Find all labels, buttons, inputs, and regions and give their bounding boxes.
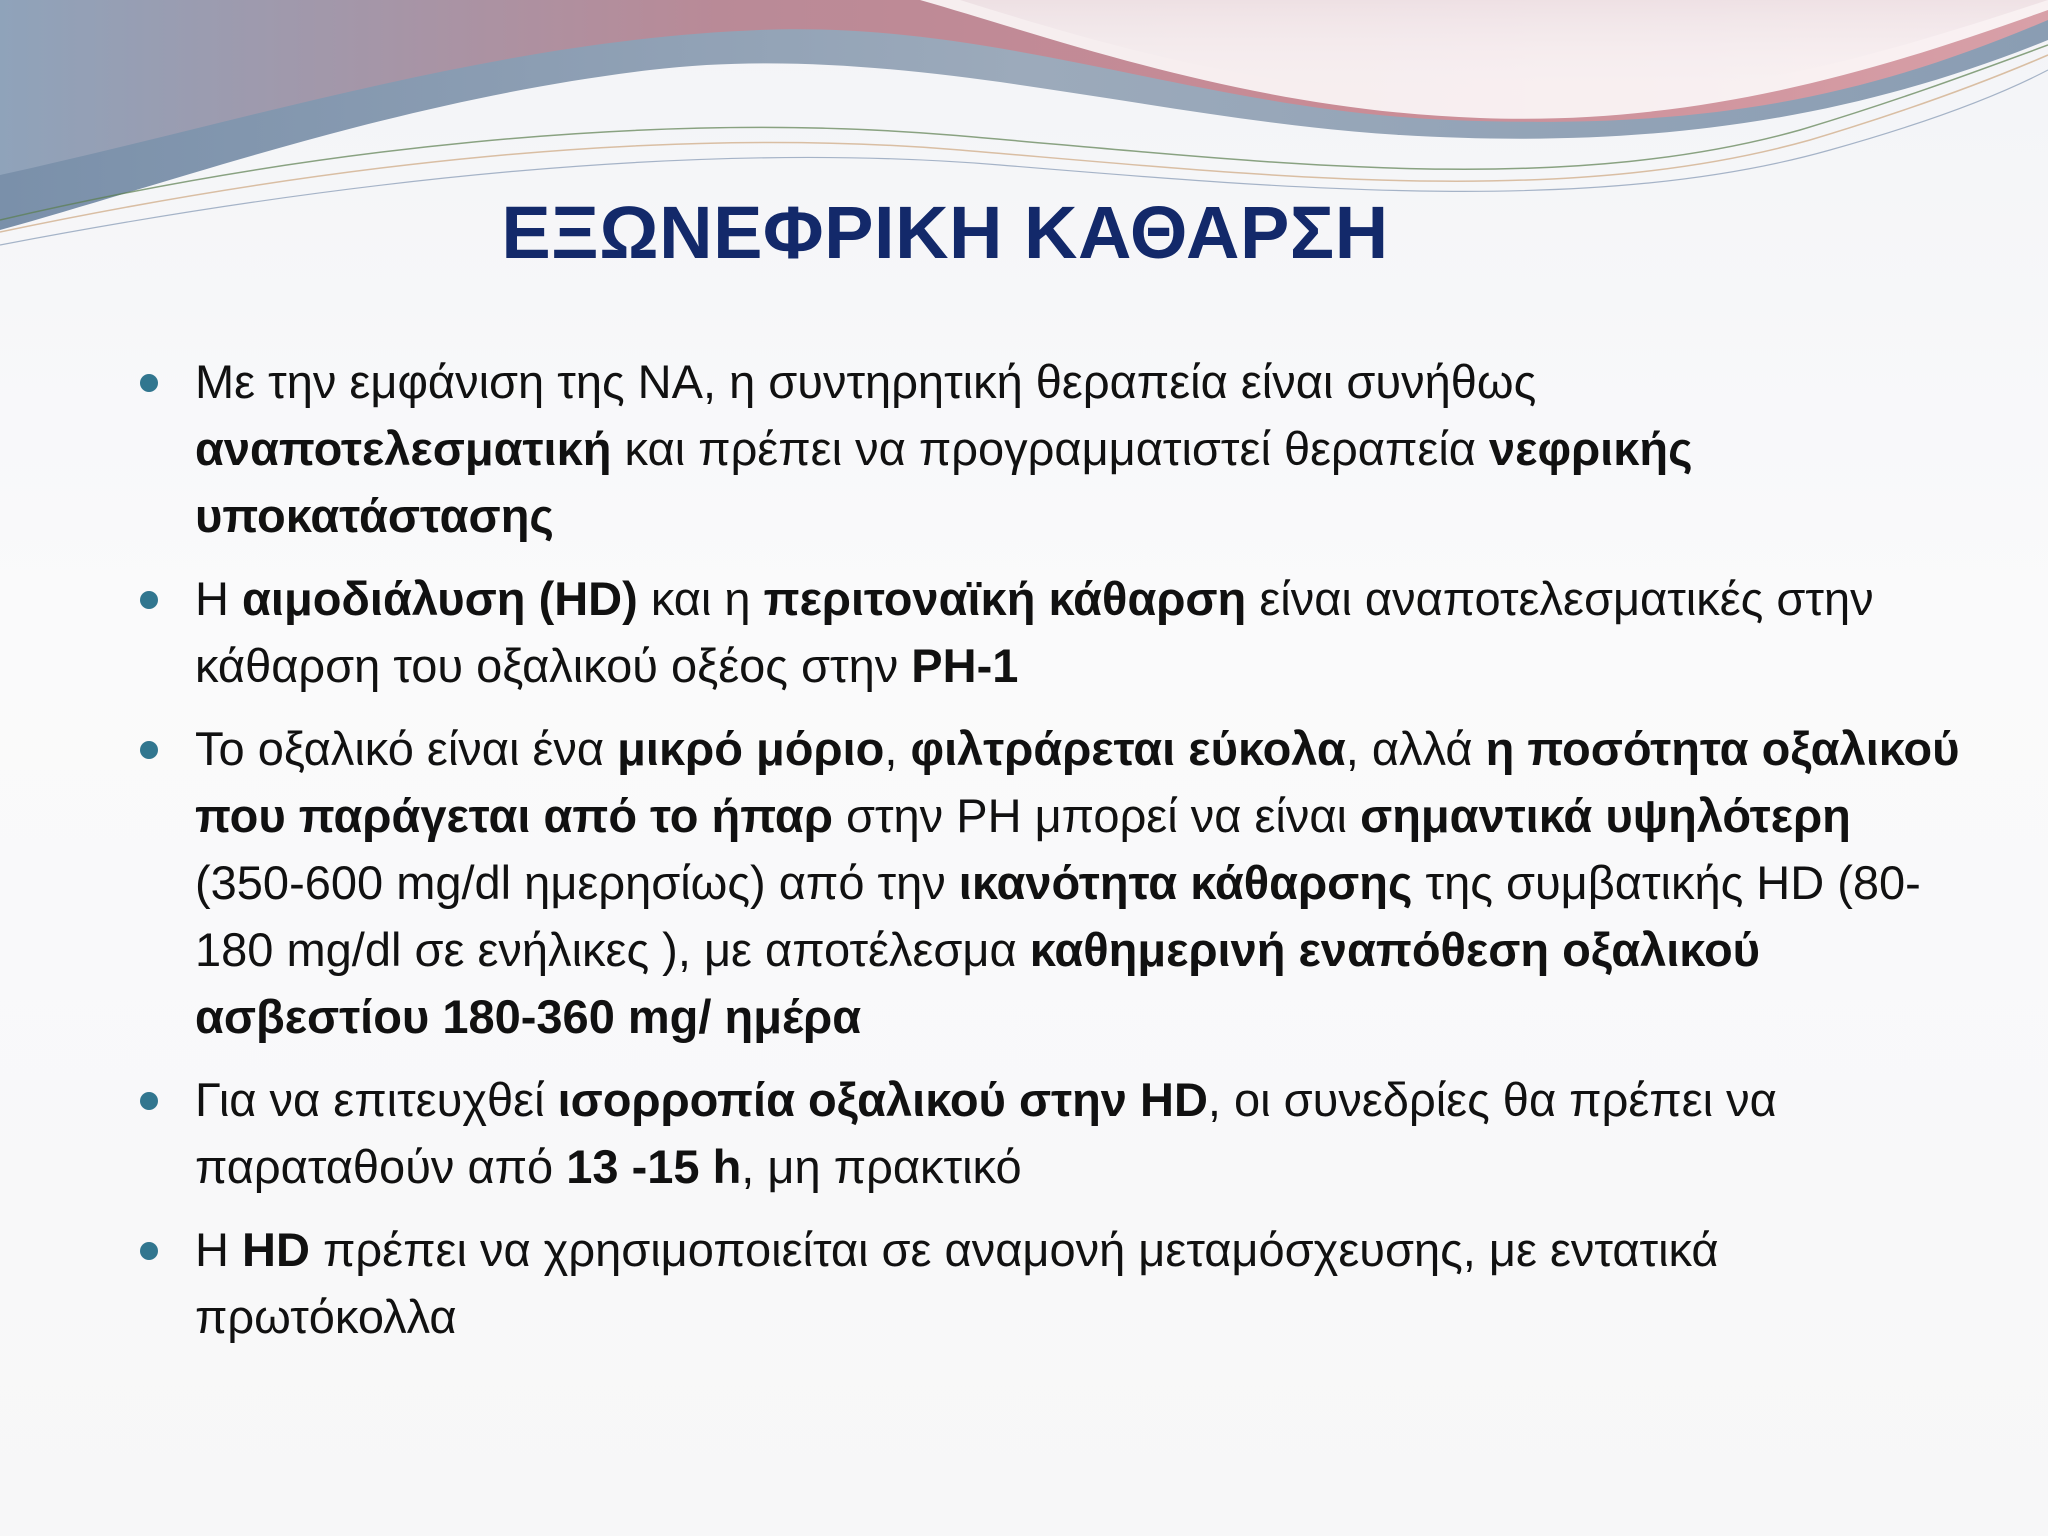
bullet-text-segment: στην PH μπορεί να είναι — [832, 789, 1361, 842]
bullet-bold-segment: φιλτράρεται εύκολα — [910, 722, 1346, 775]
bullet-text-segment: , — [884, 722, 911, 775]
bullet-text-segment: Για να επιτευχθεί — [195, 1073, 558, 1126]
bullet-text-segment: είναι αναποτελεσματικές στην κάθαρση του οξαλικού οξέος στην — [195, 572, 1874, 692]
bullet-dot-icon — [140, 374, 158, 392]
bullet-text-segment: της συμβατικής HD (80-180 mg/dl σε ενήλικες ), με αποτέλεσμα — [195, 856, 1921, 976]
bullet-text-segment: πρέπει να χρησιμοποιείται σε αναμονή μεταμόσχευσης, με εντατικά πρωτόκολλα — [195, 1223, 1719, 1343]
bullet-text — [195, 1223, 1719, 1343]
bullet-text-segment: Η — [195, 572, 242, 625]
bullet-text-segment: και η — [637, 572, 764, 625]
bullet-dot-icon — [140, 591, 158, 609]
bullet-text — [195, 355, 1693, 542]
bullet-bold-segment: αιμοδιάλυση (HD) — [242, 572, 638, 625]
bullet-bold-segment: σημαντικά υψηλότερη — [1360, 789, 1851, 842]
bullet-text — [195, 1073, 1777, 1193]
bullet-bold-segment: αναποτελεσματική — [195, 422, 612, 475]
bullet-bold-segment: ικανότητα κάθαρσης — [958, 856, 1413, 909]
bullet-item — [140, 565, 1960, 699]
bullet-item — [140, 1216, 1960, 1350]
bullet-bold-segment: περιτοναϊκή κάθαρση — [763, 572, 1247, 625]
bullet-item — [140, 715, 1960, 1050]
bullet-text — [195, 572, 1874, 692]
bullet-text-segment: , μη πρακτικό — [741, 1140, 1022, 1193]
bullet-bold-segment: PH-1 — [911, 639, 1019, 692]
bullet-list — [140, 348, 1960, 1366]
bullet-text — [195, 722, 1959, 1043]
bullet-bold-segment: 13 -15 h — [566, 1140, 742, 1193]
bullet-text-segment: Με την εμφάνιση της ΝΑ, η συντηρητική θεραπεία είναι συνήθως — [195, 355, 1537, 408]
bullet-text-segment: Η — [195, 1223, 242, 1276]
slide-title: ΕΞΩΝΕΦΡΙΚΗ ΚΑΘΑΡΣΗ — [501, 191, 1389, 274]
bullet-bold-segment: μικρό μόριο — [617, 722, 885, 775]
bullet-dot-icon — [140, 741, 158, 759]
bullet-item — [140, 348, 1960, 549]
bullet-bold-segment: νεφρικής υποκατάστασης — [195, 422, 1693, 542]
bullet-text-segment: , αλλά — [1345, 722, 1486, 775]
bullet-item — [140, 1066, 1960, 1200]
bullet-bold-segment: καθημερινή εναπόθεση οξαλικού ασβεστίου 180-360 mg/ ημέρα — [195, 923, 1761, 1043]
bullet-text-segment: , οι συνεδρίες θα πρέπει να παραταθούν από — [195, 1073, 1777, 1193]
bullet-bold-segment: ισορροπία οξαλικού στην HD — [557, 1073, 1208, 1126]
bullet-dot-icon — [140, 1092, 158, 1110]
bullet-dot-icon — [140, 1242, 158, 1260]
bullet-text-segment: Το οξαλικό είναι ένα — [195, 722, 618, 775]
bullet-text-segment: και πρέπει να προγραμματιστεί θεραπεία — [611, 422, 1489, 475]
bullet-bold-segment: η ποσότητα οξαλικού που παράγεται από το ήπαρ — [195, 722, 1960, 842]
bullet-bold-segment: HD — [242, 1223, 310, 1276]
bullet-text-segment: (350-600 mg/dl ημερησίως) από την — [195, 856, 959, 909]
